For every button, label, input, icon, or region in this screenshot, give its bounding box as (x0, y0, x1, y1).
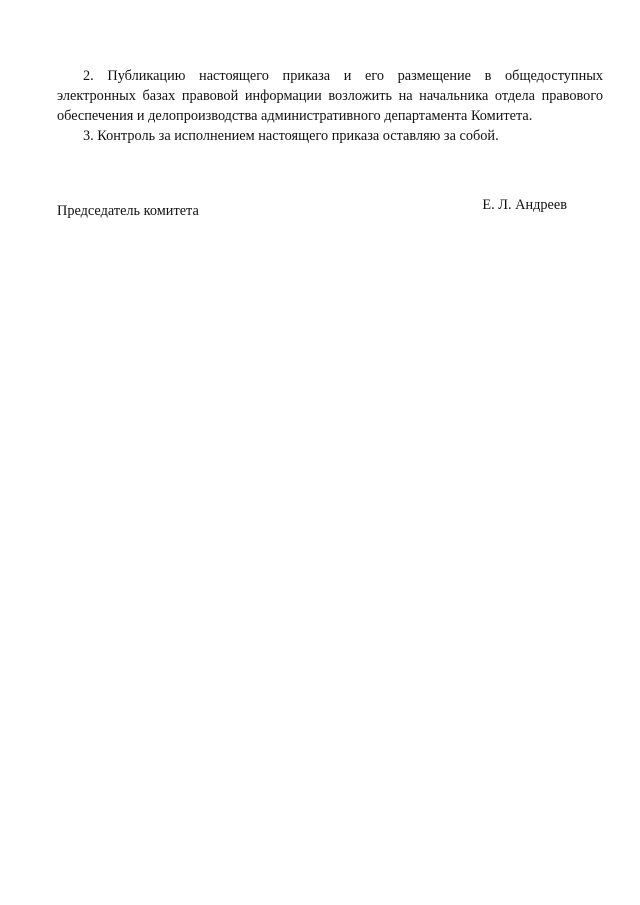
paragraph-publication: 2. Публикацию настоящего приказа и его размещение в общедоступных электронных базах правовой информации возложить на начальника отдела правового обеспечения и делопроизводства административного департамента Комитета. (57, 68, 603, 124)
signature-block (57, 197, 567, 223)
document-body (57, 66, 603, 146)
signatory-title: Председатель комитета (57, 203, 199, 219)
signatory-name: Е. Л. Андреев (482, 197, 567, 213)
paragraph-control: 3. Контроль за исполнением настоящего приказа оставляю за собой. (83, 128, 499, 144)
